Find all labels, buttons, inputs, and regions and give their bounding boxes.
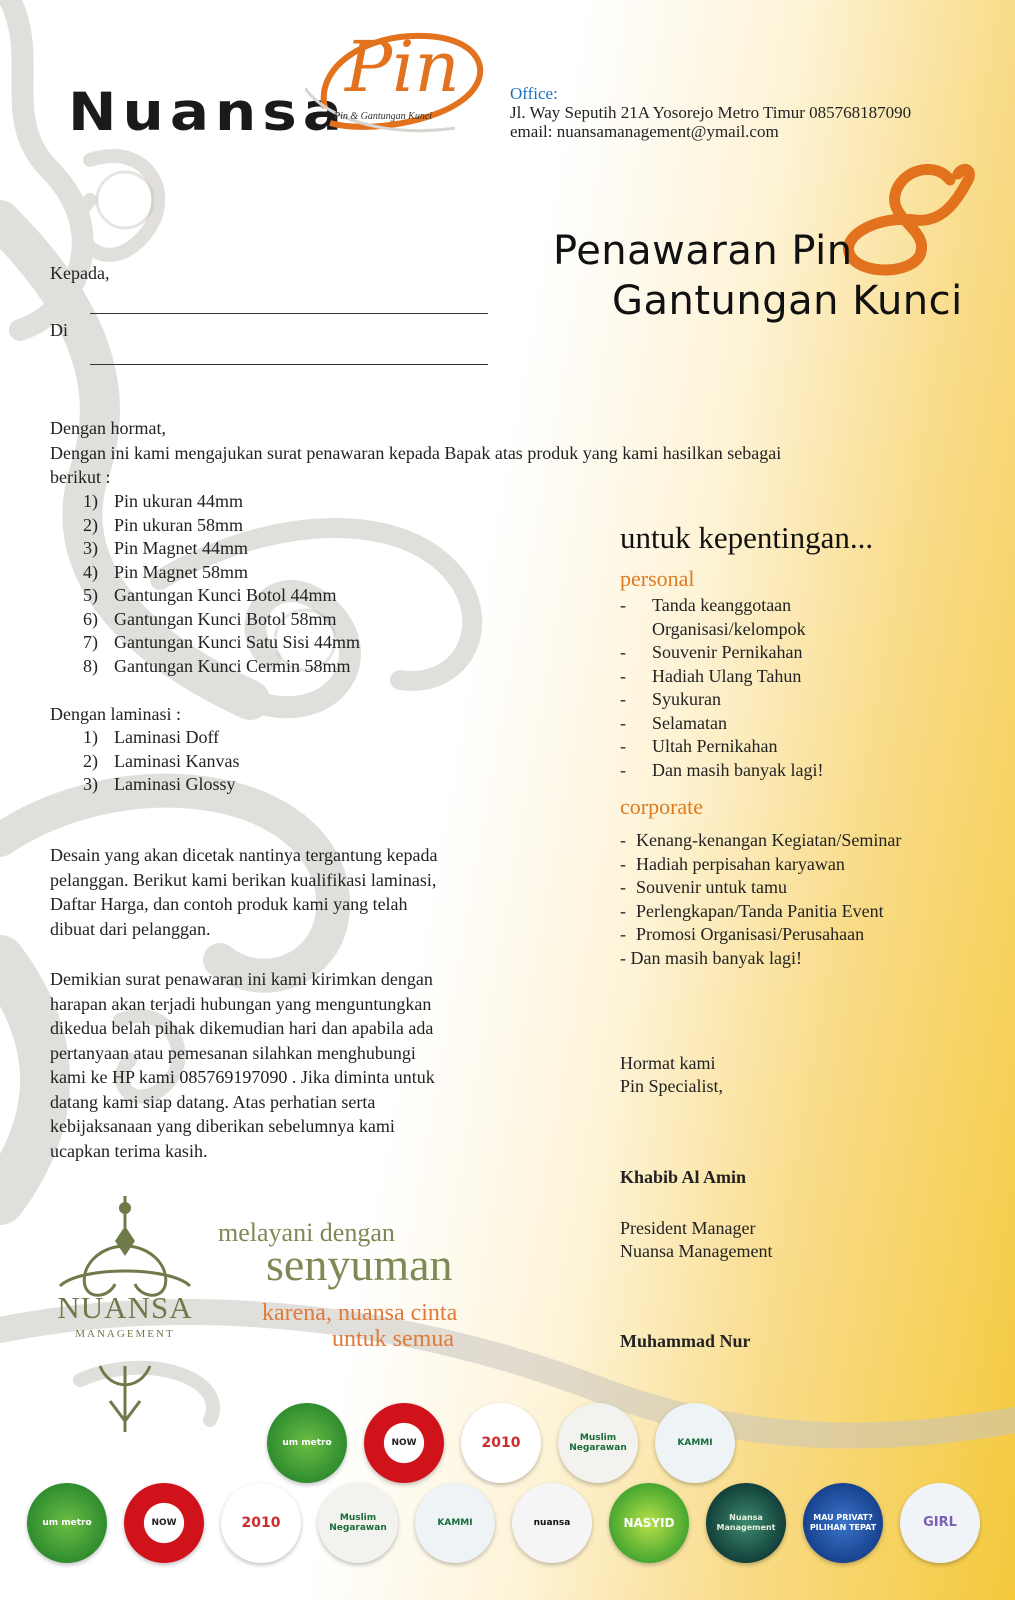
signature-regards: Hormat kami Pin Specialist,: [620, 1053, 723, 1096]
list-item: - Souvenir Pernikahan: [620, 642, 803, 662]
letter-intro: [50, 416, 950, 490]
brand-name: Nuansa: [68, 81, 348, 143]
ampersand-decoration: [840, 160, 980, 280]
list-item: - Perlengkapan/Tanda Panitia Event: [620, 900, 884, 921]
badge-kammi: KAMMI: [655, 1403, 735, 1483]
list-item: - Dan masih banyak lagi!: [620, 759, 824, 780]
badge-kammi-2: KAMMI: [415, 1483, 495, 1563]
slogan-line-4: untuk semua: [332, 1326, 454, 1352]
intro-line-2: berikut :: [50, 467, 111, 487]
design-paragraph: Desain yang akan dicetak nantinya tergantung kepada pelanggan. Berikut kami berikan kualifikasi laminasi, Daftar Harga, dan contoh produk kami yang telah dibuat dari pelanggan.: [50, 845, 438, 939]
badge-nasyid: NASYID: [609, 1483, 689, 1563]
office-label: Office:: [510, 84, 558, 103]
brand-tagline: Pin & Gantungan Kunci: [334, 111, 433, 122]
badge-girl: GIRL: [900, 1483, 980, 1563]
corporate-list: [620, 829, 901, 970]
personal-heading: personal: [620, 566, 695, 591]
list-item: - Promosi Organisasi/Perusahaan: [620, 924, 865, 944]
offer-title-line-2: Gantungan Kunci: [612, 278, 963, 324]
brand-pin-word: Pin: [345, 26, 460, 108]
logo-name: NUANSA: [57, 1290, 193, 1325]
badge-um-metro: um metro: [267, 1403, 347, 1483]
badge-barcode-2: NOW: [124, 1483, 204, 1563]
badge-syiar-2010-2: 2010: [221, 1483, 301, 1563]
office-info: [510, 84, 911, 141]
badge-privat: MAU PRIVAT? PILIHAN TEPAT: [803, 1483, 883, 1563]
recipient-label: Kepada,: [50, 263, 110, 283]
list-item: - Selamatan: [620, 712, 727, 733]
slogan-line-3: karena, nuansa cinta: [262, 1300, 458, 1326]
personal-list: [620, 594, 823, 782]
list-item: 4) Pin Magnet 58mm: [83, 561, 248, 582]
list-item: 7) Gantungan Kunci Satu Sisi 44mm: [83, 632, 360, 652]
list-item: 2) Laminasi Kanvas: [83, 750, 240, 771]
list-item: - Tanda keanggotaan: [620, 595, 792, 615]
offer-title-line-1: Penawaran Pin: [553, 228, 853, 274]
slogan-line-2: senyuman: [266, 1239, 453, 1290]
badge-barcode: NOW: [364, 1403, 444, 1483]
corporate-heading: corporate: [620, 794, 704, 819]
badge-nuansa: nuansa: [512, 1483, 592, 1563]
badge-um-metro-2: um metro: [27, 1483, 107, 1563]
slogan-line-1: melayani dengan: [218, 1218, 395, 1247]
list-item: - Hadiah Ulang Tahun: [620, 665, 802, 686]
list-item: 6) Gantungan Kunci Botol 58mm: [83, 608, 337, 629]
signer-name-1: Khabib Al Amin: [620, 1167, 747, 1187]
purpose-heading: untuk kepentingan...: [620, 520, 874, 555]
list-item: 2) Pin ukuran 58mm: [83, 514, 243, 535]
greeting: Dengan hormat,: [50, 418, 166, 438]
badge-nuansa-management: Nuansa Management: [706, 1483, 786, 1563]
list-item: 1) Pin ukuran 44mm: [83, 491, 243, 511]
logo-subtitle: MANAGEMENT: [75, 1328, 175, 1340]
list-item: 1) Laminasi Doff: [83, 727, 220, 747]
list-item: 3) Laminasi Glossy: [83, 774, 236, 794]
product-list: [78, 490, 360, 678]
list-item: - Dan masih banyak lagi!: [620, 947, 802, 968]
intro-line-1: Dengan ini kami mengajukan surat penawaran kepada Bapak atas produk yang kami hasilkan sebagai: [50, 442, 782, 463]
signer-name-2: Muhammad Nur: [620, 1331, 751, 1351]
closing-paragraph: Demikian surat penawaran ini kami kirimkan dengan harapan akan terjadi hubungan yang menguntungkan dikedua belah pihak dikemudian hari dan apabila ada pertanyaan atau pemesanan silahkan menghubungi kami ke HP kami 085769197090 . Jika diminta untuk datang kami siap datang. Atas perhatian serta kebijaksanaan yang diberikan sebelumnya kami ucapkan terima kasih.: [50, 969, 435, 1161]
list-item: - Kenang-kenangan Kegiatan/Seminar: [620, 830, 902, 850]
badge-muslim-negarawan-2: Muslim Negarawan: [318, 1483, 398, 1563]
list-item: - Ultah Pernikahan: [620, 736, 778, 756]
office-address: Jl. Way Seputih 21A Yosorejo Metro Timur 085768187090: [510, 103, 912, 122]
office-email: email: nuansamanagement@ymail.com: [510, 122, 779, 141]
recipient-line: [90, 313, 488, 314]
lamination-label: Dengan laminasi :: [50, 704, 181, 724]
location-label: Di: [50, 320, 68, 340]
signer-position: President Manager Nuansa Management: [620, 1218, 773, 1261]
lamination-list: [78, 726, 239, 797]
list-item: Organisasi/kelompok: [652, 618, 806, 639]
location-line: [90, 364, 488, 365]
list-item: 5) Gantungan Kunci Botol 44mm: [83, 585, 337, 605]
list-item: - Souvenir untuk tamu: [620, 877, 787, 897]
list-item: 3) Pin Magnet 44mm: [83, 538, 248, 558]
list-item: - Syukuran: [620, 689, 721, 709]
list-item: - Hadiah perpisahan karyawan: [620, 853, 845, 874]
badge-muslim-negarawan: Muslim Negarawan: [558, 1403, 638, 1483]
list-item: 8) Gantungan Kunci Cermin 58mm: [83, 655, 351, 676]
badge-syiar-2010: 2010: [461, 1403, 541, 1483]
